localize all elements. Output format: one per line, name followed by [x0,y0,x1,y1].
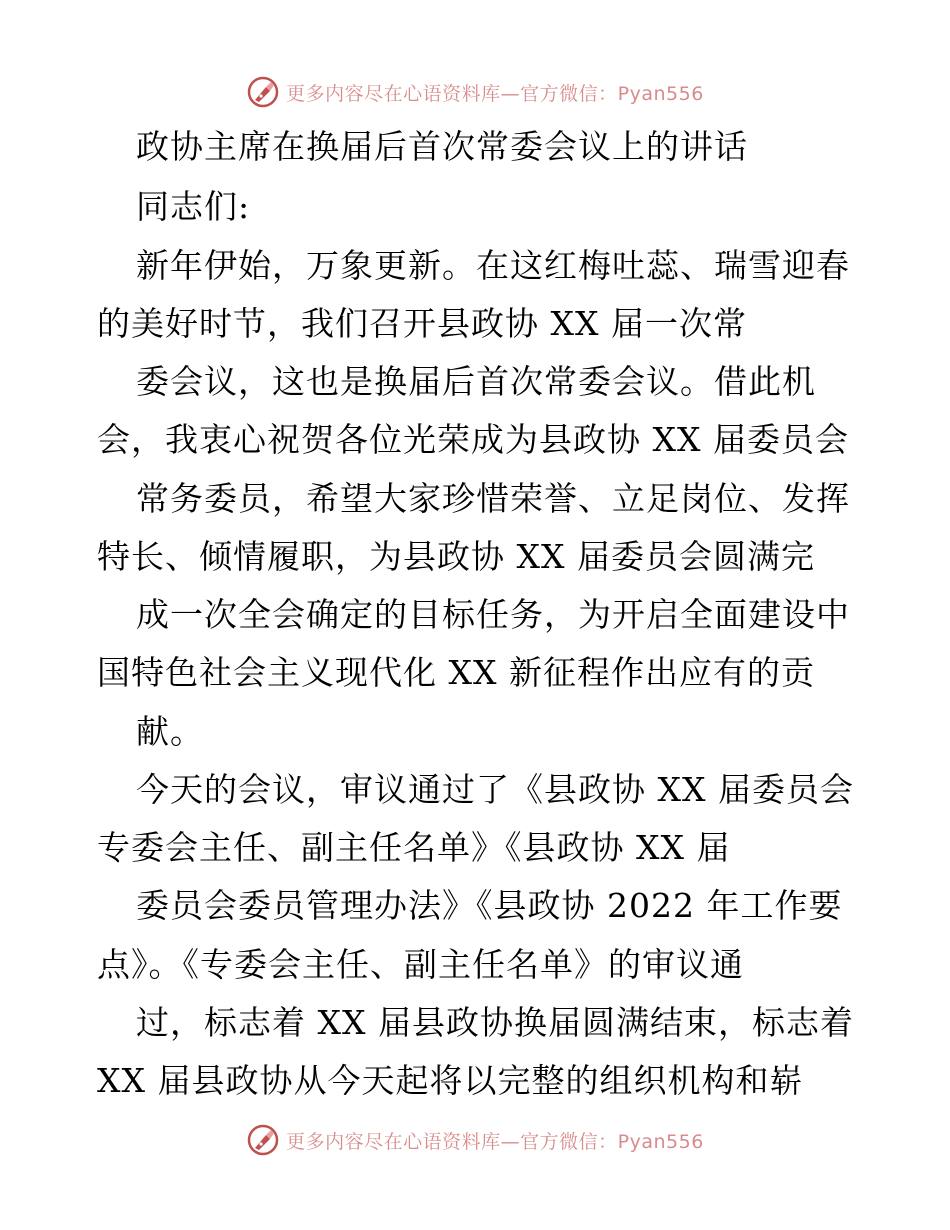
header-watermark [0,72,950,112]
paragraph-line: 今天的会议，审议通过了《县政协 XX 届委员会 [136,770,854,809]
watermark-text: 更多内容尽在心语资料库—官方微信：Pyan556 [286,82,704,105]
paragraph-line: 委会议，这也是换届后首次常委会议。借此机 [136,362,816,401]
paragraph-line: 国特色社会主义现代化 XX 新征程作出应有的贡 [97,653,815,692]
paragraph-line: 会，我衷心祝贺各位光荣成为县政协 XX 届委员会 [97,420,849,459]
paragraph-line: 成一次全会确定的目标任务，为开启全面建设中 [136,595,850,634]
paragraph-line: XX 届县政协从今天起将以完整的组织机构和崭 [97,1061,804,1100]
paragraph-line: 新年伊始，万象更新。在这红梅吐蕊、瑞雪迎春 [136,246,850,285]
paragraph-line: 过，标志着 XX 届县政协换届圆满结束，标志着 [136,1003,854,1042]
watermark-text: 更多内容尽在心语资料库—官方微信：Pyan556 [286,1130,704,1153]
paragraph-line: 献。 [136,712,204,751]
fountain-pen-logo-icon [246,1123,280,1157]
fountain-pen-logo-icon [246,75,280,109]
paragraph-line: 特长、倾情履职，为县政协 XX 届委员会圆满完 [97,537,815,576]
document-title: 政协主席在换届后首次常委会议上的讲话 [136,127,748,166]
paragraph-line: 点》。《专委会主任、副主任名单》的审议通 [97,945,744,984]
paragraph-line: 常务委员，希望大家珍惜荣誉、立足岗位、发挥 [136,479,850,518]
paragraph-line: 的美好时节，我们召开县政协 XX 届一次常 [97,304,747,343]
paragraph-line: 专委会主任、副主任名单》《县政协 XX 届 [97,828,731,867]
paragraph-line: 委员会委员管理办法》《县政协 2022 年工作要 [136,886,843,925]
footer-watermark [0,1120,950,1160]
salutation: 同志们: [136,187,251,226]
